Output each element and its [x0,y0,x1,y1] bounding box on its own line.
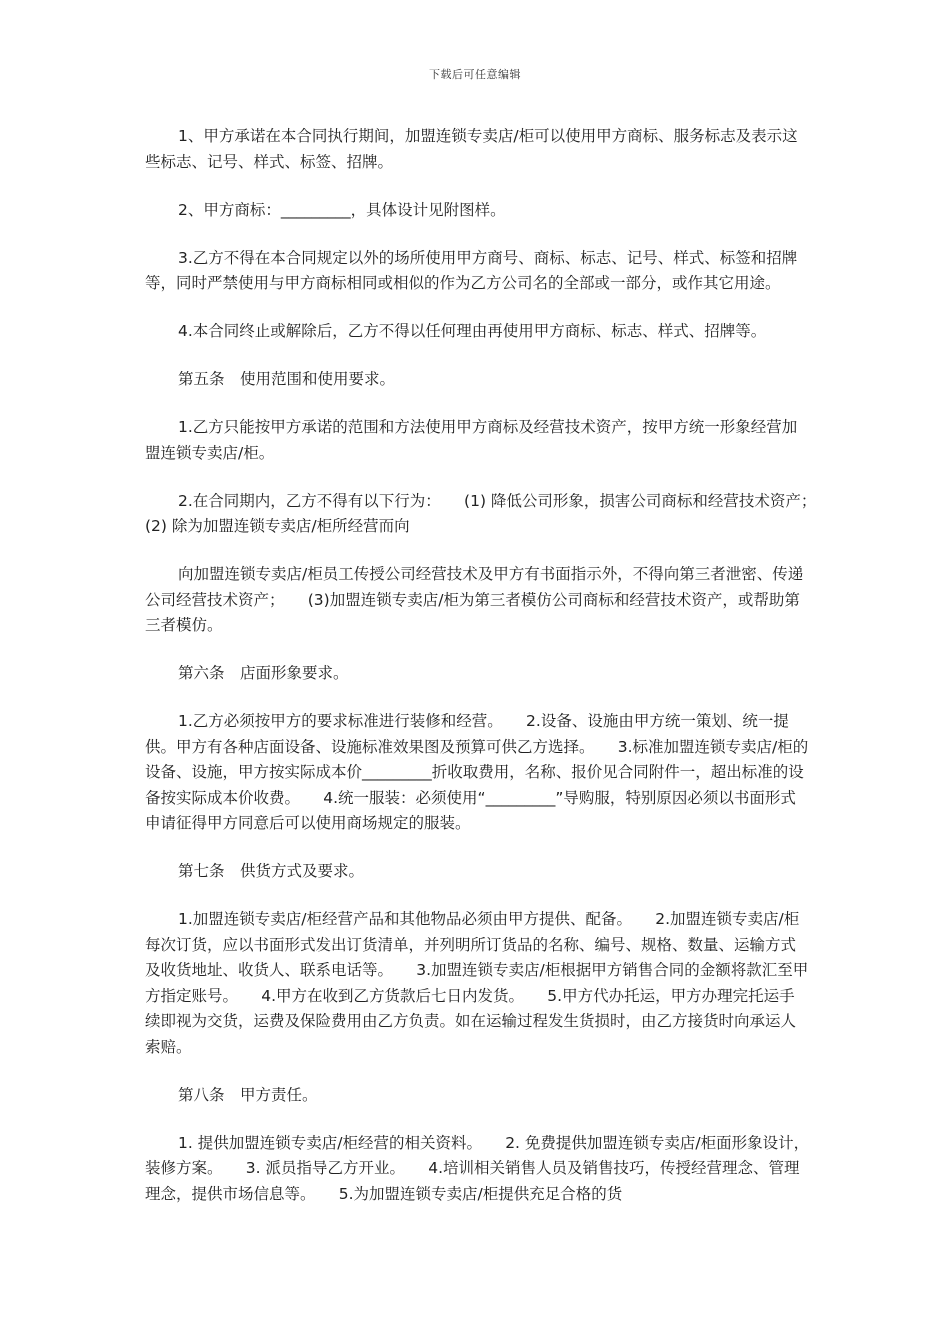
clause-paragraph: 4.本合同终止或解除后，乙方不得以任何理由再使用甲方商标、标志、样式、招牌等。 [178,322,767,340]
clause-paragraph: 2.在合同期内，乙方不得有以下行为： (1) 降低公司形象，损害公司商标和经营技术资产； (2) 除为加盟连锁专卖店/柜所经营而向 [145,491,840,535]
article-heading: 第七条 供货方式及要求。 [178,862,365,880]
clause-paragraph: 2、甲方商标：_________，具体设计见附图样。 [178,200,506,219]
article-heading: 第八条 甲方责任。 [178,1085,318,1104]
document-body [145,124,840,1230]
page-header: 下载后可任意编辑 [429,68,521,81]
clause-paragraph: 3.乙方不得在本合同规定以外的场所使用甲方商号、商标、标志、记号、样式、标签和招牌等，同时严禁使用与甲方商标相同或相似的作为乙方公司名的全部或一部分，或作其它用途。 [145,248,798,292]
clause-paragraph: 1. 提供加盟连锁专卖店/柜经营的相关资料。 2. 免费提供加盟连锁专卖店/柜面形象设计，装修方案。 3. 派员指导乙方开业。 4.培训相关销售人员及销售技巧，传授经营理念、管理理念，提供市场信息等。 5.为加盟连锁专卖店/柜提供充足合格的货 [145,1133,810,1203]
clause-paragraph: 向加盟连锁专卖店/柜员工传授公司经营技术及甲方有书面指示外，不得向第三者泄密、传递公司经营技术资产； (3)加盟连锁专卖店/柜为第三者模仿公司商标和经营技术资产，或帮助第三者模仿。 [145,565,804,634]
article-heading: 第六条 店面形象要求。 [178,664,349,682]
article-heading: 第五条 使用范围和使用要求。 [178,370,396,388]
clause-paragraph: 1、甲方承诺在本合同执行期间，加盟连锁专卖店/柜可以使用甲方商标、服务标志及表示这些标志、记号、样式、标签、招牌。 [145,127,798,171]
clause-paragraph: 1.乙方只能按甲方承诺的范围和方法使用甲方商标及经营技术资产，按甲方统一形象经营加盟连锁专卖店/柜。 [145,418,798,462]
clause-paragraph: 1.乙方必须按甲方的要求标准进行装修和经营。 2.设备、设施由甲方统一策划、统一提供。甲方有各种店面设备、设施标准效果图及预算可供乙方选择。 3.标准加盟连锁专卖店/柜的设备、设施，甲方按实际成本价_________折收取费用，名称、报价见合同附件一，超出标准的设备按实际成本价收费。 4.统一服装：必须使用“_________”导购服，特别原因必须以书面形式申请征得甲方同意后可以使用商场规定的服装。 [145,712,809,832]
clause-paragraph: 1.加盟连锁专卖店/柜经营产品和其他物品必须由甲方提供、配备。 2.加盟连锁专卖店/柜每次订货，应以书面形式发出订货清单，并列明所订货品的名称、编号、规格、数量、运输方式及收货地址、收货人、联系电话等。 3.加盟连锁专卖店/柜根据甲方销售合同的金额将款汇至甲方指定账号。 4.甲方在收到乙方货款后七日内发货。 5.甲方代办托运，甲方办理完托运手续即视为交货，运费及保险费用由乙方负责。如在运输过程发生货损时，由乙方接货时向承运人索赔。 [145,910,809,1056]
